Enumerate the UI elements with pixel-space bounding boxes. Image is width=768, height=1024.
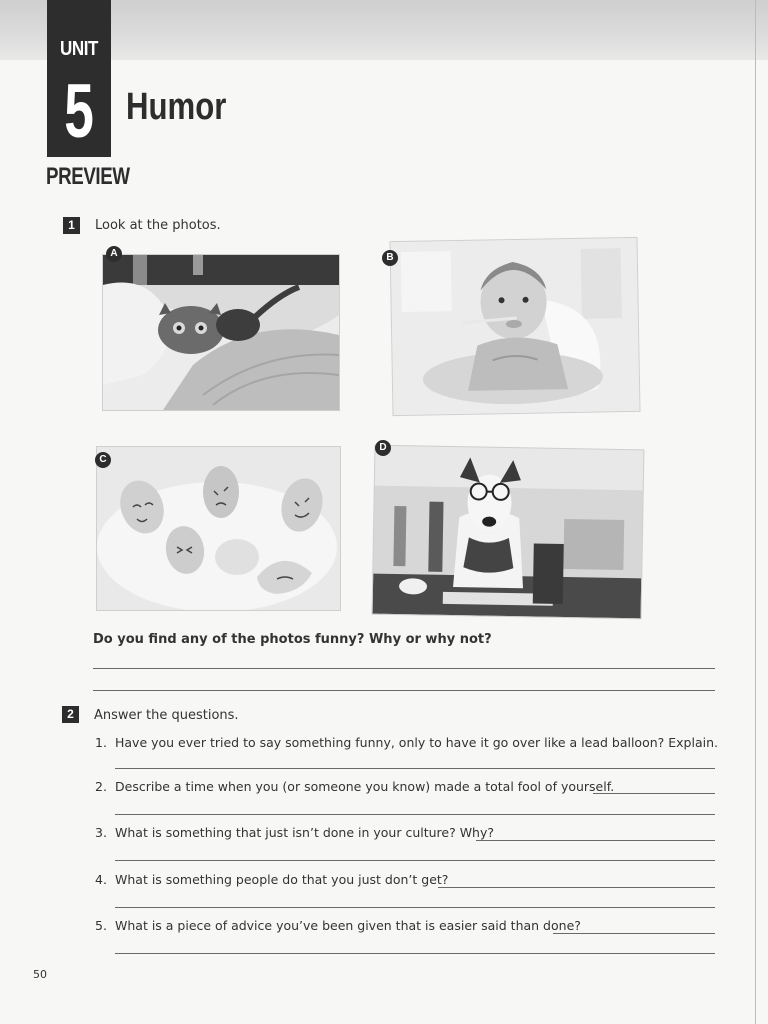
section-2-instruction: Answer the questions. xyxy=(94,708,239,723)
cat-photo-image xyxy=(103,255,339,410)
question-text: What is something people do that you just don’t get? xyxy=(115,872,449,887)
unit-number: 5 xyxy=(64,69,94,154)
question-5 xyxy=(95,918,581,933)
question-text: What is a piece of advice you’ve been given that is easier said than done? xyxy=(115,918,581,933)
section-2-number: 2 xyxy=(62,706,79,723)
section-1-question: Do you find any of the photos funny? Why or why not? xyxy=(93,632,492,647)
photo-c-badge: C xyxy=(95,452,111,468)
answer-line[interactable] xyxy=(93,668,715,669)
answer-line[interactable] xyxy=(115,860,715,861)
question-number: 2. xyxy=(95,779,107,794)
answer-line[interactable] xyxy=(115,907,715,908)
question-4 xyxy=(95,872,448,887)
question-text: Have you ever tried to say something funny, only to have it go over like a lead balloon? Explain. xyxy=(115,735,718,750)
unit-box xyxy=(47,0,111,157)
question-2 xyxy=(95,779,614,794)
answer-line[interactable] xyxy=(553,933,715,934)
answer-line[interactable] xyxy=(93,690,715,691)
photo-a-cat xyxy=(103,255,339,410)
section-1-instruction: Look at the photos. xyxy=(95,218,221,233)
question-text: What is something that just isn’t done in your culture? Why? xyxy=(115,825,495,840)
photo-a-badge: A xyxy=(106,246,122,262)
page-edge xyxy=(755,0,756,1024)
section-label: PREVIEW xyxy=(46,163,130,190)
question-number: 4. xyxy=(95,872,107,887)
page-number: 50 xyxy=(33,968,47,981)
dog-photo-image xyxy=(373,446,644,619)
answer-line[interactable] xyxy=(115,953,715,954)
question-number: 1. xyxy=(95,735,107,750)
unit-label: UNIT xyxy=(60,38,98,60)
eggs-photo-image xyxy=(97,447,340,610)
question-number: 3. xyxy=(95,825,107,840)
question-text: Describe a time when you (or someone you know) made a total fool of yourself. xyxy=(115,779,615,794)
photo-d-dog xyxy=(373,446,644,619)
answer-line[interactable] xyxy=(115,814,715,815)
answer-line[interactable] xyxy=(476,840,715,841)
question-1 xyxy=(95,735,718,750)
question-number: 5. xyxy=(95,918,107,933)
answer-line[interactable] xyxy=(593,793,715,794)
unit-title: Humor xyxy=(126,86,227,128)
baby-photo-image xyxy=(391,238,640,415)
answer-line[interactable] xyxy=(115,768,715,769)
answer-line[interactable] xyxy=(438,887,715,888)
section-1-number: 1 xyxy=(63,217,80,234)
top-banner xyxy=(0,0,768,60)
question-3 xyxy=(95,825,494,840)
photo-c-eggs xyxy=(97,447,340,610)
photo-b-baby xyxy=(391,238,640,415)
photo-d-badge: D xyxy=(375,440,391,456)
photo-b-badge: B xyxy=(382,250,398,266)
